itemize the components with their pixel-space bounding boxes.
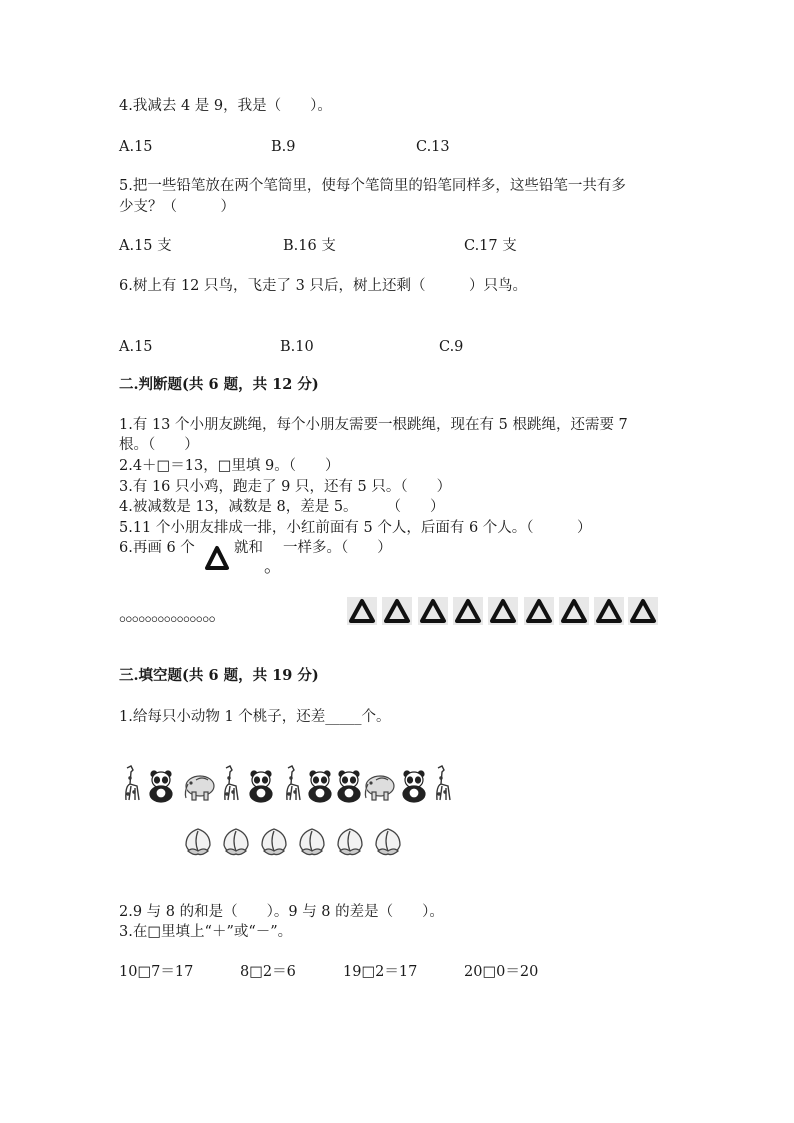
tf-question-6-part1: 6.再画 6 个 — [119, 540, 195, 556]
q5-option-b[interactable]: B.16 支 — [283, 238, 336, 254]
q5-option-a[interactable]: A.15 支 — [119, 238, 172, 254]
peach-icon — [182, 825, 214, 861]
tf-question-3: 3.有 16 只小鸡，跑走了 9 只，还有 5 只。（ ） — [119, 479, 452, 495]
q4-option-c[interactable]: C.13 — [416, 139, 450, 155]
equation-2: 8□2＝6 — [240, 964, 296, 980]
tf-question-5: 5.11 个小朋友排成一排，小红前面有 5 个人，后面有 6 个人。（ ） — [119, 520, 592, 536]
peach-icon — [334, 825, 366, 861]
equation-3: 19□2＝17 — [343, 964, 418, 980]
panda-icon — [336, 769, 362, 807]
q4-option-a[interactable]: A.15 — [119, 139, 153, 155]
q6-option-a[interactable]: A.15 — [119, 339, 153, 355]
panda-icon — [307, 769, 333, 807]
tf-question-2: 2.4＋□＝13，□里填 9。（ ） — [119, 458, 340, 474]
peach-icon — [372, 825, 404, 861]
peach-icon — [220, 825, 252, 861]
q4-option-b[interactable]: B.9 — [271, 139, 296, 155]
tf-question-6-part2: 就和 — [234, 540, 263, 556]
q6-option-c[interactable]: C.9 — [439, 339, 464, 355]
fill-question-2: 2.9 与 8 的和是（ ）。9 与 8 的差是（ ）。 — [119, 904, 444, 920]
circle-icon: 。 — [264, 556, 282, 577]
peach-icon — [296, 825, 328, 861]
tf-question-1-line2: 根。（ ） — [119, 437, 199, 453]
q6-option-b[interactable]: B.10 — [280, 339, 314, 355]
circle-row: 。。。。。。。。。。。。。。。 — [119, 603, 225, 625]
giraffe-icon — [220, 764, 244, 808]
peach-icon — [258, 825, 290, 861]
panda-icon — [248, 769, 274, 807]
section-2-heading: 二.判断题(共 6 题，共 12 分) — [119, 376, 319, 393]
tf-question-6-part3: 一样多。（ ） — [283, 540, 392, 556]
giraffe-icon — [432, 764, 456, 808]
question-5-line2: 少支？（ ） — [119, 199, 235, 215]
giraffe-icon — [282, 764, 306, 808]
elephant-icon — [362, 772, 398, 806]
question-4-text: 4.我减去 4 是 9，我是（ ）。 — [119, 98, 332, 114]
panda-icon — [401, 769, 427, 807]
question-5-line1: 5.把一些铅笔放在两个笔筒里，使每个笔筒里的铅笔同样多，这些铅笔一共有多 — [119, 178, 626, 194]
panda-icon — [148, 769, 174, 807]
question-6-text: 6.树上有 12 只鸟，飞走了 3 只后，树上还剩（ ）只鸟。 — [119, 278, 527, 294]
equation-4: 20□0＝20 — [464, 964, 539, 980]
giraffe-icon — [121, 764, 145, 808]
section-3-heading: 三.填空题(共 6 题，共 19 分) — [119, 667, 319, 684]
tf-question-4: 4.被减数是 13，减数是 8，差是 5。 （ ） — [119, 499, 445, 515]
fill-question-1: 1.给每只小动物 1 个桃子，还差_____个。 — [119, 709, 391, 725]
equation-1: 10□7＝17 — [119, 964, 194, 980]
fill-question-3: 3.在□里填上“＋”或“－”。 — [119, 924, 293, 940]
q5-option-c[interactable]: C.17 支 — [464, 238, 517, 254]
tf-question-1-line1: 1.有 13 个小朋友跳绳，每个小朋友需要一根跳绳，现在有 5 根跳绳，还需要 7 — [119, 417, 628, 433]
elephant-icon — [182, 772, 218, 806]
